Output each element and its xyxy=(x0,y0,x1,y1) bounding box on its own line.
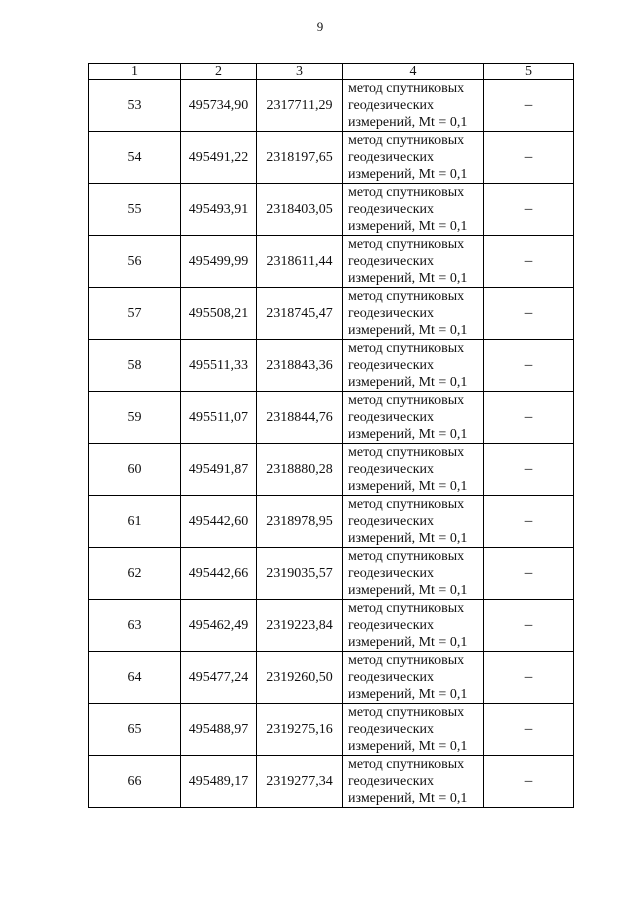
table-row xyxy=(89,288,574,340)
note-cell: – xyxy=(484,340,574,392)
x-coordinate-cell: 495442,60 xyxy=(181,496,257,548)
note-cell: – xyxy=(484,288,574,340)
point-number-cell: 58 xyxy=(89,340,181,392)
method-line: геодезических xyxy=(348,722,435,737)
note-cell: – xyxy=(484,80,574,132)
column-header-3: 3 xyxy=(257,64,343,80)
y-coordinate-cell: 2317711,29 xyxy=(257,80,343,132)
method-line: метод спутниковых xyxy=(348,653,465,668)
column-header-4: 4 xyxy=(343,64,484,80)
table-row xyxy=(89,340,574,392)
method-line: метод спутниковых xyxy=(348,237,465,252)
method-line: измерений, Mt = 0,1 xyxy=(348,271,468,286)
x-coordinate-cell: 495511,07 xyxy=(181,392,257,444)
page-number: 9 xyxy=(316,19,324,34)
y-coordinate-cell: 2318844,76 xyxy=(257,392,343,444)
method-cell xyxy=(343,392,484,444)
method-line: метод спутниковых xyxy=(348,289,465,304)
point-number-cell: 64 xyxy=(89,652,181,704)
y-coordinate-cell: 2318611,44 xyxy=(257,236,343,288)
y-coordinate-cell: 2319277,34 xyxy=(257,756,343,808)
point-number-cell: 55 xyxy=(89,184,181,236)
point-number-cell: 61 xyxy=(89,496,181,548)
note-cell: – xyxy=(484,652,574,704)
y-coordinate-cell: 2319223,84 xyxy=(257,600,343,652)
method-line: измерений, Mt = 0,1 xyxy=(348,427,468,442)
point-number-cell: 60 xyxy=(89,444,181,496)
note-cell: – xyxy=(484,756,574,808)
method-line: метод спутниковых xyxy=(348,133,465,148)
note-cell: – xyxy=(484,132,574,184)
table-row xyxy=(89,600,574,652)
x-coordinate-cell: 495489,17 xyxy=(181,756,257,808)
method-cell xyxy=(343,184,484,236)
x-coordinate-cell: 495477,24 xyxy=(181,652,257,704)
method-line: метод спутниковых xyxy=(348,185,465,200)
method-line: метод спутниковых xyxy=(348,393,465,408)
method-line: геодезических xyxy=(348,254,435,269)
method-line: измерений, Mt = 0,1 xyxy=(348,479,468,494)
method-cell xyxy=(343,444,484,496)
method-line: метод спутниковых xyxy=(348,757,465,772)
table-row xyxy=(89,548,574,600)
method-cell xyxy=(343,236,484,288)
method-line: измерений, Mt = 0,1 xyxy=(348,323,468,338)
method-cell xyxy=(343,704,484,756)
note-cell: – xyxy=(484,444,574,496)
y-coordinate-cell: 2318197,65 xyxy=(257,132,343,184)
note-cell: – xyxy=(484,392,574,444)
table-row xyxy=(89,652,574,704)
column-header-2: 2 xyxy=(181,64,257,80)
x-coordinate-cell: 495462,49 xyxy=(181,600,257,652)
column-header-1: 1 xyxy=(89,64,181,80)
method-cell xyxy=(343,756,484,808)
note-cell: – xyxy=(484,600,574,652)
point-number-cell: 53 xyxy=(89,80,181,132)
table-row xyxy=(89,756,574,808)
x-coordinate-cell: 495442,66 xyxy=(181,548,257,600)
note-cell: – xyxy=(484,496,574,548)
method-line: метод спутниковых xyxy=(348,601,465,616)
x-coordinate-cell: 495491,87 xyxy=(181,444,257,496)
table-row xyxy=(89,496,574,548)
y-coordinate-cell: 2319035,57 xyxy=(257,548,343,600)
method-cell xyxy=(343,132,484,184)
method-line: измерений, Mt = 0,1 xyxy=(348,791,468,806)
point-number-cell: 62 xyxy=(89,548,181,600)
table-row xyxy=(89,704,574,756)
x-coordinate-cell: 495734,90 xyxy=(181,80,257,132)
method-line: метод спутниковых xyxy=(348,341,465,356)
y-coordinate-cell: 2318745,47 xyxy=(257,288,343,340)
method-line: геодезических xyxy=(348,150,435,165)
table-row xyxy=(89,80,574,132)
method-line: измерений, Mt = 0,1 xyxy=(348,219,468,234)
method-line: метод спутниковых xyxy=(348,549,465,564)
method-line: геодезических xyxy=(348,514,435,529)
method-line: измерений, Mt = 0,1 xyxy=(348,375,468,390)
method-line: геодезических xyxy=(348,462,435,477)
note-cell: – xyxy=(484,236,574,288)
x-coordinate-cell: 495508,21 xyxy=(181,288,257,340)
method-line: геодезических xyxy=(348,670,435,685)
method-line: геодезических xyxy=(348,98,435,113)
method-line: измерений, Mt = 0,1 xyxy=(348,635,468,650)
x-coordinate-cell: 495488,97 xyxy=(181,704,257,756)
method-line: измерений, Mt = 0,1 xyxy=(348,687,468,702)
method-line: измерений, Mt = 0,1 xyxy=(348,167,468,182)
table-row xyxy=(89,392,574,444)
coordinates-table xyxy=(88,63,574,808)
y-coordinate-cell: 2318843,36 xyxy=(257,340,343,392)
note-cell: – xyxy=(484,548,574,600)
point-number-cell: 54 xyxy=(89,132,181,184)
method-cell xyxy=(343,288,484,340)
point-number-cell: 66 xyxy=(89,756,181,808)
table-body xyxy=(89,80,574,808)
column-header-5: 5 xyxy=(484,64,574,80)
point-number-cell: 63 xyxy=(89,600,181,652)
y-coordinate-cell: 2319275,16 xyxy=(257,704,343,756)
method-line: геодезических xyxy=(348,306,435,321)
method-cell xyxy=(343,548,484,600)
method-line: метод спутниковых xyxy=(348,81,465,96)
y-coordinate-cell: 2318880,28 xyxy=(257,444,343,496)
method-line: геодезических xyxy=(348,410,435,425)
method-line: измерений, Mt = 0,1 xyxy=(348,531,468,546)
table-row xyxy=(89,132,574,184)
table-row xyxy=(89,444,574,496)
x-coordinate-cell: 495493,91 xyxy=(181,184,257,236)
method-cell xyxy=(343,496,484,548)
table-row xyxy=(89,184,574,236)
x-coordinate-cell: 495499,99 xyxy=(181,236,257,288)
method-line: измерений, Mt = 0,1 xyxy=(348,739,468,754)
method-line: метод спутниковых xyxy=(348,497,465,512)
method-line: измерений, Mt = 0,1 xyxy=(348,115,468,130)
point-number-cell: 56 xyxy=(89,236,181,288)
y-coordinate-cell: 2318978,95 xyxy=(257,496,343,548)
note-cell: – xyxy=(484,184,574,236)
method-line: геодезических xyxy=(348,566,435,581)
method-cell xyxy=(343,600,484,652)
method-cell xyxy=(343,340,484,392)
method-cell xyxy=(343,80,484,132)
point-number-cell: 57 xyxy=(89,288,181,340)
table-row xyxy=(89,236,574,288)
point-number-cell: 65 xyxy=(89,704,181,756)
point-number-cell: 59 xyxy=(89,392,181,444)
method-line: геодезических xyxy=(348,618,435,633)
x-coordinate-cell: 495491,22 xyxy=(181,132,257,184)
method-cell xyxy=(343,652,484,704)
method-line: измерений, Mt = 0,1 xyxy=(348,583,468,598)
table-header-row xyxy=(89,64,574,80)
method-line: геодезических xyxy=(348,202,435,217)
y-coordinate-cell: 2318403,05 xyxy=(257,184,343,236)
note-cell: – xyxy=(484,704,574,756)
method-line: геодезических xyxy=(348,774,435,789)
method-line: метод спутниковых xyxy=(348,445,465,460)
method-line: геодезических xyxy=(348,358,435,373)
method-line: метод спутниковых xyxy=(348,705,465,720)
y-coordinate-cell: 2319260,50 xyxy=(257,652,343,704)
x-coordinate-cell: 495511,33 xyxy=(181,340,257,392)
